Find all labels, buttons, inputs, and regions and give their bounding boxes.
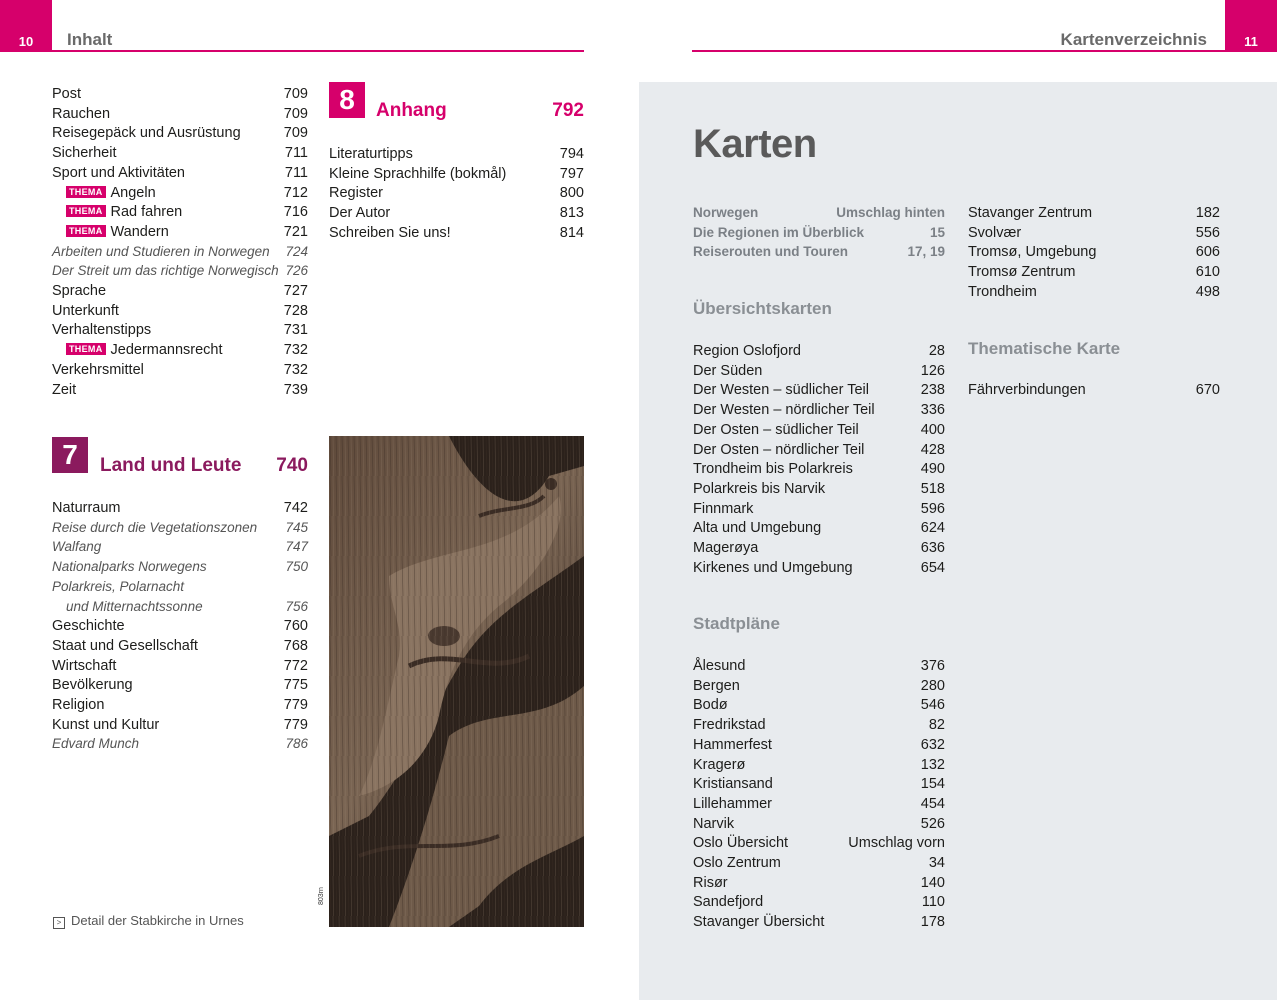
entry-label: Register — [329, 185, 383, 202]
entry-page: 238 — [920, 382, 945, 399]
chapter-8-page: 792 — [552, 100, 584, 121]
entry-label: Arbeiten und Studieren in Norwegen — [52, 243, 270, 259]
entry-label: Fährverbindungen — [968, 382, 1086, 398]
map-entry[interactable] — [693, 656, 945, 676]
entry-label: Reisegepäck und Ausrüstung — [52, 125, 241, 142]
entry-page: 140 — [920, 874, 945, 891]
map-entry[interactable] — [693, 735, 945, 755]
entry-page: 739 — [283, 381, 308, 398]
map-entry[interactable] — [968, 223, 1220, 243]
toc-entry[interactable] — [52, 242, 308, 262]
entry-page: 711 — [284, 145, 308, 162]
entry-page: 336 — [920, 402, 945, 419]
entry-page: 726 — [285, 263, 308, 279]
toc-entry[interactable] — [329, 164, 584, 184]
entry-label: Walfang — [52, 539, 102, 555]
entry-page: 428 — [920, 441, 945, 458]
entry-page: 28 — [928, 343, 945, 359]
toc-entry[interactable] — [52, 320, 308, 340]
map-entry[interactable] — [968, 262, 1220, 282]
chapter-8-title[interactable]: Anhang — [376, 100, 447, 121]
toc-entry[interactable] — [52, 143, 308, 163]
map-entry[interactable] — [693, 892, 945, 912]
toc-entry[interactable] — [329, 144, 584, 164]
entry-label: Schreiben Sie uns! — [329, 224, 451, 241]
entry-label: Kragerø — [693, 756, 746, 773]
entry-page: Umschlag hinten — [836, 205, 945, 220]
toc-entry[interactable] — [52, 340, 308, 360]
entry-page: 728 — [283, 302, 308, 319]
toc-entry[interactable] — [52, 202, 308, 222]
entry-page: 797 — [559, 165, 584, 182]
entry-label: und Mitternachtssonne — [66, 598, 203, 614]
entry-label: Norwegen — [693, 205, 759, 220]
toc-entry[interactable] — [52, 518, 308, 538]
entry-page: 670 — [1195, 382, 1220, 398]
entry-page: 731 — [283, 322, 308, 339]
map-entry[interactable] — [693, 459, 945, 479]
toc-entry[interactable] — [52, 360, 308, 380]
map-entry[interactable] — [693, 873, 945, 893]
entry-label: Alta und Umgebung — [693, 520, 822, 537]
map-entry[interactable] — [693, 538, 945, 558]
toc-entry[interactable] — [52, 557, 308, 577]
entry-page: 721 — [283, 223, 308, 240]
entry-page: 126 — [920, 362, 945, 379]
entry-page: 34 — [928, 855, 945, 871]
entry-page: 732 — [283, 342, 308, 359]
entry-label: Finnmark — [693, 500, 754, 517]
entry-label: Trondheim bis Polarkreis — [693, 461, 853, 478]
entry-page: 624 — [920, 520, 945, 537]
entry-page: 745 — [285, 519, 308, 535]
header-rule-left — [52, 50, 584, 52]
entry-page: 280 — [920, 677, 945, 694]
entry-page: 800 — [559, 185, 584, 202]
entry-page: 709 — [283, 105, 308, 122]
entry-label: Sprache — [52, 283, 107, 299]
entry-label: Staat und Gesellschaft — [52, 637, 198, 654]
toc-entry[interactable] — [52, 301, 308, 321]
entry-label: Stavanger Übersicht — [693, 914, 825, 931]
map-entry[interactable] — [693, 794, 945, 814]
entry-page: 732 — [283, 361, 308, 378]
entry-page: 518 — [920, 480, 945, 497]
entry-page: 17, 19 — [907, 244, 945, 260]
thema-badge: THEMA — [66, 205, 106, 217]
entry-page: 400 — [920, 421, 945, 438]
entry-page: 742 — [283, 500, 308, 516]
chapter-7-number: 7 — [52, 437, 88, 473]
toc-entry[interactable] — [52, 715, 308, 735]
map-entry[interactable] — [693, 479, 945, 499]
entry-label: Religion — [52, 697, 105, 713]
entry-label: Kristiansand — [693, 776, 773, 793]
map-entry[interactable] — [693, 912, 945, 932]
map-entry[interactable] — [968, 242, 1220, 262]
map-entry[interactable] — [693, 203, 945, 223]
entry-label: Kleine Sprachhilfe (bokmål) — [329, 165, 507, 182]
entry-label: Stavanger Zentrum — [968, 205, 1093, 221]
toc-entry[interactable] — [52, 380, 308, 400]
header-title-left: Inhalt — [67, 30, 113, 49]
toc-entry[interactable] — [52, 675, 308, 695]
entry-page: 709 — [283, 86, 308, 102]
entry-page: 794 — [559, 146, 584, 162]
entry-page: 556 — [1195, 224, 1220, 241]
toc-entry[interactable] — [52, 616, 308, 636]
thema-badge: THEMA — [66, 343, 106, 355]
entry-page: 747 — [285, 539, 308, 555]
entry-page: 610 — [1195, 264, 1220, 281]
toc-entry[interactable] — [52, 734, 308, 754]
chapter-7-page: 740 — [276, 455, 308, 476]
entry-label: Reiserouten und Touren — [693, 244, 849, 260]
map-entry[interactable] — [693, 833, 945, 853]
entry-page: 110 — [921, 894, 945, 911]
page-number-right: 11 — [1225, 0, 1277, 52]
entry-page: 756 — [285, 598, 308, 614]
entry-label: Die Regionen im Überblick — [693, 224, 865, 240]
chapter-8-number: 8 — [329, 82, 365, 118]
entry-page: 632 — [920, 736, 945, 753]
entry-label: Bevölkerung — [52, 677, 133, 694]
entry-label: Lillehammer — [693, 795, 772, 812]
toc-entry[interactable] — [52, 281, 308, 301]
map-entry[interactable] — [693, 518, 945, 538]
entry-page: 768 — [283, 637, 308, 654]
thema-badge: THEMA — [66, 186, 106, 198]
entry-label: Region Oslofjord — [693, 343, 801, 359]
entry-label: Der Osten – südlicher Teil — [693, 421, 859, 438]
entry-page: Umschlag vorn — [848, 835, 945, 852]
map-entry[interactable] — [693, 380, 945, 400]
entry-page: 775 — [283, 677, 308, 694]
entry-label: Svolvær — [968, 224, 1022, 241]
entry-label: Literaturtipps — [329, 146, 413, 162]
entry-page: 709 — [283, 125, 308, 142]
entry-page: 546 — [920, 697, 945, 714]
section-thematische-karte: Thematische Karte — [968, 339, 1121, 358]
map-entry[interactable] — [693, 420, 945, 440]
entry-label: Wirtschaft — [52, 657, 117, 674]
map-entry[interactable] — [693, 499, 945, 519]
map-entry[interactable] — [693, 242, 945, 262]
entry-label: Polarkreis, Polarnacht — [52, 578, 185, 594]
section-stadtplaene: Stadtpläne — [693, 614, 780, 633]
entry-label: Narvik — [693, 815, 735, 832]
toc-entry[interactable] — [52, 163, 308, 183]
entry-label: Trondheim — [968, 283, 1037, 300]
toc-entry[interactable] — [52, 123, 308, 143]
entry-label: Oslo Zentrum — [693, 855, 781, 871]
entry-page: 526 — [920, 815, 945, 832]
toc-entry[interactable] — [329, 223, 584, 243]
entry-label: Reise durch die Vegetationszonen — [52, 519, 258, 535]
entry-label: Sandefjord — [693, 894, 764, 911]
entry-page: 779 — [283, 697, 308, 713]
entry-page: 711 — [284, 164, 308, 181]
entry-label: Ålesund — [693, 658, 746, 674]
map-entry[interactable] — [968, 203, 1220, 223]
toc-entry[interactable] — [52, 636, 308, 656]
entry-label: Edvard Munch — [52, 736, 140, 752]
entry-label: THEMA Angeln — [66, 183, 156, 203]
entry-label: Zeit — [52, 381, 77, 398]
toc-entry[interactable] — [52, 498, 308, 518]
entry-page: 636 — [920, 540, 945, 556]
entry-label: Sicherheit — [52, 145, 117, 162]
entry-page: 772 — [283, 657, 308, 674]
entry-label: Sport und Aktivitäten — [52, 164, 185, 181]
entry-label: Tromsø Zentrum — [968, 264, 1076, 281]
map-entry[interactable] — [693, 676, 945, 696]
entry-page: 606 — [1195, 244, 1220, 261]
toc-entry[interactable] — [52, 537, 308, 557]
entry-label: Risør — [693, 874, 728, 891]
photo-credit: 803rn — [318, 887, 325, 905]
entry-label: THEMA Rad fahren — [66, 202, 182, 222]
entry-page: 716 — [283, 204, 308, 221]
entry-page: 750 — [285, 559, 308, 575]
entry-label: Fredrikstad — [693, 717, 766, 734]
header-rule-right — [692, 50, 1225, 52]
entry-label: Der Streit um das richtige Norwegisch — [52, 263, 279, 279]
entry-page: 654 — [920, 559, 945, 576]
entry-page: 490 — [920, 461, 945, 478]
entry-label: Hammerfest — [693, 736, 772, 753]
entry-page: 15 — [929, 224, 945, 240]
toc-entry[interactable] — [52, 597, 308, 617]
entry-label: Bodø — [693, 697, 728, 714]
map-entry[interactable] — [693, 400, 945, 420]
entry-label: Bergen — [693, 677, 740, 694]
toc-entry[interactable] — [52, 222, 308, 242]
page-title: Karten — [693, 122, 817, 166]
toc-entry[interactable] — [329, 183, 584, 203]
map-entry[interactable] — [693, 814, 945, 834]
entry-page: 182 — [1195, 205, 1220, 221]
caption-text: Detail der Stabkirche in Urnes — [71, 913, 244, 928]
section-uebersichtskarten: Übersichtskarten — [693, 299, 832, 318]
entry-label: Post — [52, 86, 82, 102]
toc-entry[interactable] — [52, 577, 308, 597]
entry-page: 712 — [283, 184, 308, 201]
entry-label: Kirkenes und Umgebung — [693, 559, 853, 576]
entry-page: 178 — [920, 914, 945, 931]
map-entry[interactable] — [968, 380, 1220, 400]
toc-entry[interactable] — [52, 84, 308, 104]
entry-page: 82 — [928, 717, 945, 734]
entry-label: Der Süden — [693, 362, 763, 379]
entry-page: 154 — [920, 776, 945, 793]
entry-label: Unterkunft — [52, 302, 119, 319]
map-entry[interactable] — [693, 755, 945, 775]
map-entry[interactable] — [693, 341, 945, 361]
entry-page: 454 — [920, 795, 945, 812]
entry-label: Der Osten – nördlicher Teil — [693, 441, 865, 458]
map-entry[interactable] — [693, 361, 945, 381]
map-entry[interactable] — [693, 695, 945, 715]
toc-entry[interactable] — [52, 183, 308, 203]
entry-label: Verkehrsmittel — [52, 361, 144, 378]
map-entry[interactable] — [693, 774, 945, 794]
entry-label: Verhaltenstipps — [52, 322, 152, 339]
toc-entry[interactable] — [52, 104, 308, 124]
entry-page: 786 — [285, 736, 308, 752]
toc-entry[interactable] — [52, 656, 308, 676]
entry-label: Polarkreis bis Narvik — [693, 480, 826, 497]
map-entry[interactable] — [693, 853, 945, 873]
entry-label: Geschichte — [52, 618, 125, 635]
entry-label: Der Autor — [329, 205, 391, 222]
wood-carving-image — [329, 436, 584, 927]
stave-church-photo — [329, 436, 584, 927]
map-entry[interactable] — [693, 440, 945, 460]
entry-page: 132 — [920, 756, 945, 773]
map-entry[interactable] — [968, 282, 1220, 302]
toc-entry[interactable] — [52, 695, 308, 715]
entry-page: 596 — [920, 500, 945, 517]
entry-page: 813 — [559, 205, 584, 222]
entry-label: Oslo Übersicht — [693, 835, 789, 852]
thema-badge: THEMA — [66, 225, 106, 237]
page-number-left: 10 — [0, 0, 52, 52]
entry-page: 724 — [285, 243, 308, 259]
entry-label: Kunst und Kultur — [52, 716, 160, 733]
entry-label: Nationalparks Norwegens — [52, 559, 207, 575]
entry-label: THEMA Wandern — [66, 222, 169, 242]
entry-label: THEMA Jedermannsrecht — [66, 340, 223, 360]
map-entry[interactable] — [693, 558, 945, 578]
entry-label: Tromsø, Umgebung — [968, 244, 1097, 261]
header-title-right: Kartenverzeichnis — [1060, 30, 1207, 49]
map-entry[interactable] — [693, 715, 945, 735]
map-entry[interactable] — [693, 223, 945, 243]
entry-label: Naturraum — [52, 500, 121, 516]
entry-page: 760 — [283, 618, 308, 635]
chapter-7-title[interactable]: Land und Leute — [100, 455, 242, 476]
entry-page: 376 — [920, 658, 945, 674]
toc-entry[interactable] — [329, 203, 584, 223]
entry-page: 498 — [1195, 283, 1220, 300]
entry-label: Magerøya — [693, 540, 759, 556]
entry-page: 779 — [283, 716, 308, 733]
toc-entry[interactable] — [52, 261, 308, 281]
entry-label: Der Westen – südlicher Teil — [693, 382, 869, 399]
photo-caption — [53, 913, 244, 929]
entry-label: Rauchen — [52, 105, 111, 122]
entry-label: Der Westen – nördlicher Teil — [693, 402, 875, 419]
entry-page: 814 — [559, 224, 584, 241]
arrow-box-icon: > — [53, 917, 65, 929]
entry-page: 727 — [283, 283, 308, 299]
